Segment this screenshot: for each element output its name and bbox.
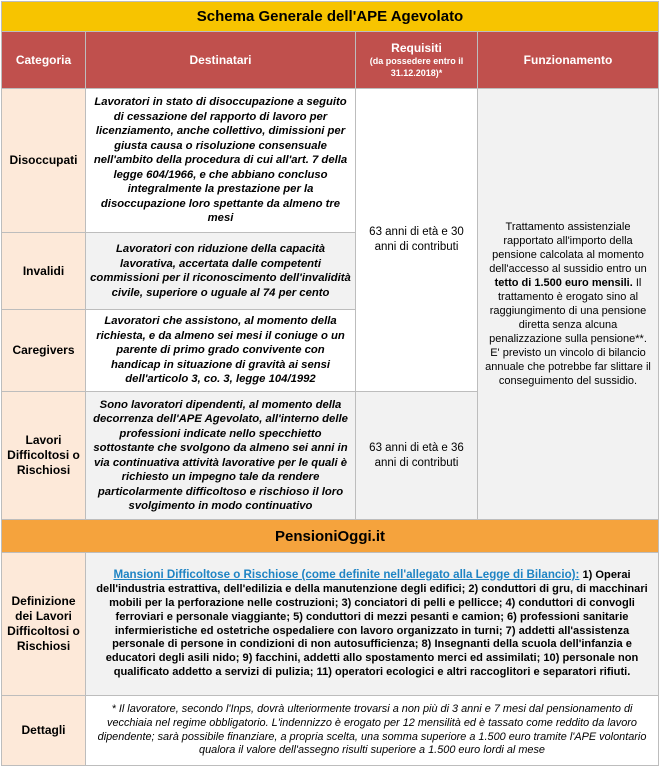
header-row [2, 32, 659, 89]
document-title: Schema Generale dell'APE Agevolato [2, 2, 659, 32]
brand-row [2, 520, 659, 553]
mansioni-link[interactable]: Mansioni Difficoltose o Rischiose (come definite nell'allegato alla Legge di Bilancio): [113, 567, 580, 581]
recipients-cell: Lavoratori con riduzione della capacità lavorativa, accertata dalle competenti commissioni per il riconoscimento dell'invalidità civile, superiore o uguale al 74 per cento [86, 233, 356, 310]
dettagli-text: * Il lavoratore, secondo l'Inps, dovrà ulteriormente trovarsi a non più di 3 anni e 7 mesi dal pensionamento di vecchiaia nel regime obbligatorio. L'indennizzo è erogato per 12 mensilità ed è tassato come reddito da lavoro dipendente; sarà possibile finanziare, a propria scelta, una somma superiore a 1.500 euro tramite l'APE volontario qualora il valore dell'assegno risulti superiore a 1.500 euro lordi al mese [86, 696, 659, 766]
mansioni-list: 1) Operai dell'industria estrattiva, dell'edilizia e della manutenzione degli edifici; 2) conduttori di gru, di macchinari mobili per la perforazione nelle costruzioni; 3) conciatori di pelli e pellicce; 4) conduttori di convogli ferroviari e personale viaggiante; 5) conduttori di mezzi pesanti e camion; 6) professioni sanitarie infermieristiche ed ostetriche ospedaliere con lavoro organizzato in turni; 7) addetti all'assistenza personale di persone in condizioni di non autosufficienza; 8) Insegnanti della scuola dell'infanzia e educatori degli asili nido; 9) facchini, addetti allo spostamento merci ed assimilati; 10) personale non qualificato addetto a servizi di pulizia; 11) operatori ecologici e altri raccoglitori e separatori rifiuti. [96, 568, 648, 679]
category-cell: Disoccupati [2, 89, 86, 233]
header-destinatari: Destinatari [86, 32, 356, 89]
mansioni-cell [86, 553, 659, 696]
recipients-cell: Lavoratori in stato di disoccupazione a seguito di cessazione del rapporto di lavoro per licenziamento, anche collettivo, dimissioni per giusta causa o risoluzione consensuale nell'ambito della procedura di cui all'art. 7 della legge 604/1966, e che abbiano concluso integralmente la prestazione per la disoccupazione loro spettante da almeno tre mesi [86, 89, 356, 233]
definizione-label: Definizione dei Lavori Difficoltosi o Rischiosi [2, 553, 86, 696]
header-categoria: Categoria [2, 32, 86, 89]
funzionamento-text-1: Trattamento assistenziale rapportato all'importo della pensione calcolata al momento dell'accesso al sussidio entro un [489, 221, 647, 275]
funzionamento-cell [478, 89, 659, 520]
header-requisiti-paren: (da possedere entro il 31.12.2018)* [369, 56, 464, 78]
requirements-cell-36: 63 anni di età e 36 anni di contributi [356, 392, 478, 520]
recipients-cell: Lavoratori che assistono, al momento della richiesta, e da almeno sei mesi il coniuge o un parente di primo grado convivente con handicap in situazione di gravità ai sensi dell'articolo 3, co. 3, legge 104/1992 [86, 310, 356, 392]
brand-banner: PensioniOggi.it [2, 520, 659, 553]
requirements-cell-30: 63 anni di età e 30 anni di contributi [356, 89, 478, 392]
title-row [2, 2, 659, 32]
ape-schema-table [1, 1, 659, 766]
funzionamento-text-2: Il trattamento è erogato sino al raggiungimento di una pensione diretta senza alcuna penalizzazione sulla pensione**. E' previsto un vincolo di bilancio annuale che potrebbe far slittare il conseguimento del sussidio. [485, 277, 651, 387]
header-requisiti [356, 32, 478, 89]
dettagli-label: Dettagli [2, 696, 86, 766]
dettagli-row [2, 696, 659, 766]
definizione-row [2, 553, 659, 696]
header-requisiti-main: Requisiti [391, 41, 442, 55]
category-cell: Lavori Difficoltosi o Rischiosi [2, 392, 86, 520]
recipients-cell: Sono lavoratori dipendenti, al momento della decorrenza dell'APE Agevolato, all'interno delle professioni indicate nello specchietto sottostante che svolgono da almeno sei anni in via continuativa attività lavorative per le quali è richiesto un impegno tale da rendere particolarmente difficoltoso e rischioso il loro svolgimento in modo continuativo [86, 392, 356, 520]
category-cell: Caregivers [2, 310, 86, 392]
header-funzionamento: Funzionamento [478, 32, 659, 89]
funzionamento-bold: tetto di 1.500 euro mensili. [494, 277, 633, 289]
table-row-disoccupati [2, 89, 659, 233]
category-cell: Invalidi [2, 233, 86, 310]
